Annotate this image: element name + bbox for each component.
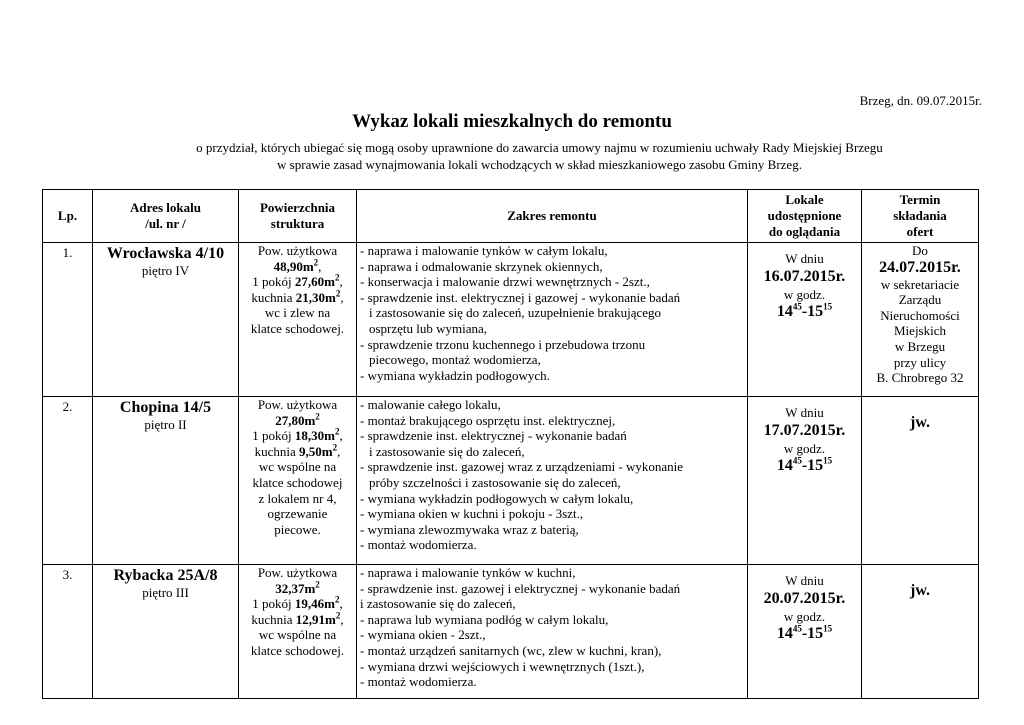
kitchen-unit-sup: 2 — [335, 288, 341, 299]
scope-item: i zastosowanie się do zaleceń, — [360, 596, 516, 612]
room-separator: , — [339, 274, 343, 290]
street-address: Rybacka 25A/8 — [113, 567, 218, 584]
room-separator: , — [339, 428, 343, 444]
area-separator: , — [318, 258, 322, 274]
scope-item: - montaż brakującego osprzętu inst. elektrycznej, — [360, 412, 616, 428]
deadline-date: 24.07.2015r. — [879, 258, 961, 276]
address-cell — [93, 243, 239, 397]
area-value-line — [239, 581, 356, 597]
kitchen-value-strong — [295, 288, 344, 305]
room-unit-sup: 2 — [334, 426, 340, 437]
area-extra-line — [239, 506, 356, 522]
area-value: 48,90m — [273, 258, 314, 274]
scope-item: - montaż wodomierza. — [360, 674, 477, 690]
viewing-label: W dniu — [785, 573, 824, 588]
document-title: Wykaz lokali mieszkalnych do remontu — [352, 111, 672, 132]
deadline-prefix: Do — [912, 243, 928, 258]
kitchen-line — [239, 290, 356, 306]
room-unit-sup: 2 — [334, 594, 340, 605]
kitchen-value-strong — [299, 444, 337, 459]
kitchen-separator: , — [340, 611, 344, 627]
area-cell — [239, 397, 357, 565]
deadline-location-line: przy ulicy — [893, 354, 947, 370]
scope-item: - wymiana okien w kuchni i pokoju - 3szt., — [360, 506, 584, 522]
scope-cell — [357, 243, 748, 397]
area-value: 32,37m — [275, 580, 316, 596]
area-extra-line — [239, 459, 356, 475]
col-address-line-1: Adres lokalu — [130, 200, 201, 215]
col-deadline-line-2: składania — [893, 208, 947, 223]
scope-item: - naprawa i odmalowanie skrzynek okiennych, — [360, 258, 603, 274]
kitchen-prefix: kuchnia — [251, 611, 296, 627]
scope-item: piecowego, montaż wodomierza, — [369, 352, 541, 368]
row-number: 2. — [62, 399, 73, 414]
row-number-cell — [43, 565, 93, 699]
scope-item: - wymiana zlewozmywaka wraz z baterią, — [360, 521, 579, 537]
area-cell — [239, 565, 357, 699]
col-address-line-2: /ul. nr / — [145, 216, 186, 231]
scope-item: - sprawdzenie inst. elektrycznej i gazowej - wykonanie badań — [360, 289, 681, 305]
apartments-table — [42, 189, 979, 699]
viewing-time-hour-end: 15 — [807, 303, 824, 321]
area-label: Pow. użytkowa — [257, 565, 338, 580]
col-address — [93, 190, 239, 243]
viewing-time-minute-end: 15 — [823, 301, 833, 312]
viewing-cell — [748, 243, 862, 397]
area-extra-line — [239, 305, 356, 321]
area-extra-text: wc i zlew na — [264, 305, 331, 321]
scope-item: - naprawa lub wymiana podłóg w całym lokalu, — [360, 611, 609, 627]
scope-cell — [357, 397, 748, 565]
col-lp: Lp. — [43, 190, 93, 243]
area-cell — [239, 243, 357, 397]
viewing-date: 16.07.2015r. — [763, 267, 846, 285]
room-prefix: 1 pokój — [252, 428, 295, 444]
area-extra-text: klatce schodowej. — [250, 320, 345, 336]
scope-item: próby szczelności i zastosowanie się do zaleceń, — [369, 474, 621, 490]
floor-label: piętro II — [144, 417, 187, 432]
col-viewing-line-1: Lokale — [785, 192, 824, 207]
scope-cell — [357, 565, 748, 699]
area-extra-text: wc wspólne na — [258, 627, 337, 643]
floor-label: piętro III — [142, 585, 189, 600]
scope-item: - naprawa i malowanie tynków w całym lokalu, — [360, 243, 608, 258]
col-area — [239, 190, 357, 243]
scope-item: - malowanie całego lokalu, — [360, 397, 501, 412]
viewing-time-minute-end: 15 — [823, 455, 833, 466]
document-date: Brzeg, dn. 09.07.2015r. — [859, 93, 982, 108]
area-value-line — [239, 413, 356, 429]
kitchen-value: 9,50m — [299, 443, 333, 459]
document-intro — [0, 139, 1024, 173]
deadline-location-line: Nieruchomości — [880, 307, 960, 323]
deadline-same-as-above: jw. — [910, 582, 930, 599]
area-extra-line — [239, 627, 356, 643]
viewing-hours-label: w godz. — [783, 286, 826, 302]
table-row — [43, 243, 979, 397]
table-row — [43, 397, 979, 565]
col-scope: Zakres remontu — [357, 190, 748, 243]
row-number: 1. — [62, 245, 73, 260]
kitchen-separator: , — [337, 443, 341, 459]
address-cell — [93, 565, 239, 699]
room-prefix: 1 pokój — [252, 596, 295, 612]
viewing-time — [748, 302, 861, 322]
scope-item: - montaż wodomierza. — [360, 537, 477, 553]
viewing-time-minute-end: 15 — [823, 623, 833, 634]
viewing-time-separator: - — [801, 457, 808, 475]
viewing-hours-label: w godz. — [783, 608, 826, 624]
row-number: 3. — [62, 567, 73, 582]
area-unit-sup: 2 — [315, 579, 320, 590]
row-number-cell — [43, 397, 93, 565]
viewing-time-hour-start: 14 — [776, 457, 793, 475]
room-line — [239, 596, 356, 612]
scope-item: - naprawa i malowanie tynków w kuchni, — [360, 565, 576, 580]
kitchen-line — [239, 612, 356, 628]
scope-item: - sprawdzenie trzonu kuchennego i przebudowa trzonu — [360, 336, 646, 352]
intro-line-1: o przydział, których ubiegać się mogą osoby uprawnione do zawarcia umowy najmu w rozumieniu uchwały Rady Miejskiej Brzegu — [196, 140, 883, 155]
col-deadline — [862, 190, 979, 243]
room-line — [239, 274, 356, 290]
deadline-location-line: B. Chrobrego 32 — [876, 370, 964, 386]
viewing-time-minute-start: 45 — [792, 623, 802, 634]
room-value-strong — [294, 594, 343, 612]
area-value: 27,80m — [275, 412, 316, 428]
scope-item: - wymiana okien - 2szt., — [360, 627, 486, 643]
viewing-time-minute-start: 45 — [792, 455, 802, 466]
kitchen-value-strong — [295, 610, 344, 627]
area-value-strong — [275, 413, 320, 428]
scope-item: - wymiana wykładzin podłogowych. — [360, 367, 550, 383]
area-extra-text: piecowe. — [274, 521, 321, 537]
area-value-line — [239, 259, 356, 275]
scope-item: - wymiana drzwi wejściowych i wewnętrznych (1szt.), — [360, 658, 645, 674]
deadline-cell — [862, 397, 979, 565]
area-extra-line — [239, 643, 356, 659]
room-value: 19,46m — [294, 596, 335, 612]
area-extra-text: ogrzewanie — [267, 506, 328, 522]
area-extra-line — [239, 475, 356, 491]
room-unit-sup: 2 — [334, 272, 340, 283]
viewing-label: W dniu — [785, 405, 824, 420]
area-label-line — [239, 243, 356, 259]
room-value: 18,30m — [294, 428, 335, 444]
viewing-time-minute-start: 45 — [792, 301, 802, 312]
viewing-time-separator: - — [801, 625, 808, 643]
viewing-time — [748, 456, 861, 476]
scope-item: - sprawdzenie inst. gazowej wraz z urządzeniami - wykonanie — [360, 459, 684, 475]
viewing-time-hour-start: 14 — [776, 625, 793, 643]
room-value-strong — [294, 426, 343, 444]
deadline-location-line: w Brzegu — [894, 338, 946, 354]
scope-item: - sprawdzenie inst. elektrycznej - wykonanie badań — [360, 428, 627, 444]
scope-item: - konserwacja i malowanie drzwi wewnętrznych - 2szt., — [360, 274, 650, 290]
area-value-strong — [273, 257, 322, 274]
room-line — [239, 428, 356, 444]
street-address: Chopina 14/5 — [119, 399, 212, 416]
room-prefix: 1 pokój — [252, 274, 295, 290]
kitchen-unit-sup: 2 — [335, 610, 341, 621]
area-label-line — [239, 397, 356, 413]
viewing-time-hour-end: 15 — [807, 625, 824, 643]
area-extra-text: klatce schodowej — [252, 474, 343, 490]
col-viewing-line-2: udostępnione — [767, 208, 842, 223]
area-extra-line — [239, 491, 356, 507]
deadline-location-line: Zarządu — [898, 292, 942, 308]
area-value-strong — [275, 581, 320, 596]
viewing-hours-label: w godz. — [783, 440, 826, 456]
viewing-date: 17.07.2015r. — [763, 421, 846, 439]
viewing-time-separator: - — [801, 303, 808, 321]
deadline-cell — [862, 565, 979, 699]
viewing-cell — [748, 397, 862, 565]
area-label: Pow. użytkowa — [257, 397, 338, 412]
viewing-cell — [748, 565, 862, 699]
kitchen-line — [239, 444, 356, 460]
kitchen-prefix: kuchnia — [254, 443, 300, 459]
col-area-line-2: struktura — [270, 216, 325, 231]
table-header-row — [43, 190, 979, 243]
table-row — [43, 565, 979, 699]
area-extra-text: klatce schodowej. — [250, 642, 345, 658]
address-cell — [93, 397, 239, 565]
deadline-location-line: w sekretariacie — [880, 276, 960, 292]
area-label-line — [239, 565, 356, 581]
kitchen-separator: , — [340, 289, 344, 305]
floor-label: piętro IV — [141, 263, 190, 278]
viewing-date: 20.07.2015r. — [763, 589, 846, 607]
col-area-line-1: Powierzchnia — [259, 200, 336, 215]
kitchen-value: 12,91m — [295, 611, 336, 627]
kitchen-value: 21,30m — [295, 289, 336, 305]
area-extra-text: z lokalem nr 4, — [258, 490, 337, 506]
scope-item: osprzętu lub wymiana, — [369, 320, 488, 336]
room-separator: , — [339, 596, 343, 612]
scope-item: i zastosowanie się do zaleceń, uzupełnienie brakującego — [369, 305, 662, 321]
scope-item: - sprawdzenie inst. gazowej i elektrycznej - wykonanie badań — [360, 580, 681, 596]
area-extra-line — [239, 321, 356, 337]
col-viewing-line-3: do oglądania — [768, 224, 841, 239]
viewing-time-hour-start: 14 — [776, 303, 793, 321]
scope-item: i zastosowanie się do zaleceń, — [369, 443, 525, 459]
viewing-time-hour-end: 15 — [807, 457, 824, 475]
kitchen-prefix: kuchnia — [251, 289, 296, 305]
area-unit-sup: 2 — [313, 257, 319, 268]
scope-item: - montaż urządzeń sanitarnych (wc, zlew w kuchni, kran), — [360, 642, 662, 658]
col-deadline-line-1: Termin — [899, 192, 941, 207]
col-viewing — [748, 190, 862, 243]
scope-item: - wymiana wykładzin podłogowych w całym lokalu, — [360, 490, 634, 506]
deadline-cell — [862, 243, 979, 397]
area-unit-sup: 2 — [315, 411, 320, 422]
room-value: 27,60m — [294, 274, 335, 290]
viewing-time — [748, 624, 861, 644]
street-address: Wrocławska 4/10 — [106, 245, 225, 262]
viewing-label: W dniu — [785, 251, 824, 266]
col-deadline-line-3: ofert — [906, 224, 934, 239]
kitchen-unit-sup: 2 — [332, 442, 338, 453]
deadline-location-line: Miejskich — [894, 323, 946, 339]
row-number-cell — [43, 243, 93, 397]
area-extra-text: wc wspólne na — [258, 459, 337, 475]
area-extra-line — [239, 522, 356, 538]
intro-line-2: w sprawie zasad wynajmowania lokali wchodzących w skład mieszkaniowego zasobu Gminy Brzeg. — [277, 157, 802, 172]
area-label: Pow. użytkowa — [257, 243, 338, 258]
deadline-same-as-above: jw. — [910, 414, 930, 431]
room-value-strong — [294, 272, 343, 290]
